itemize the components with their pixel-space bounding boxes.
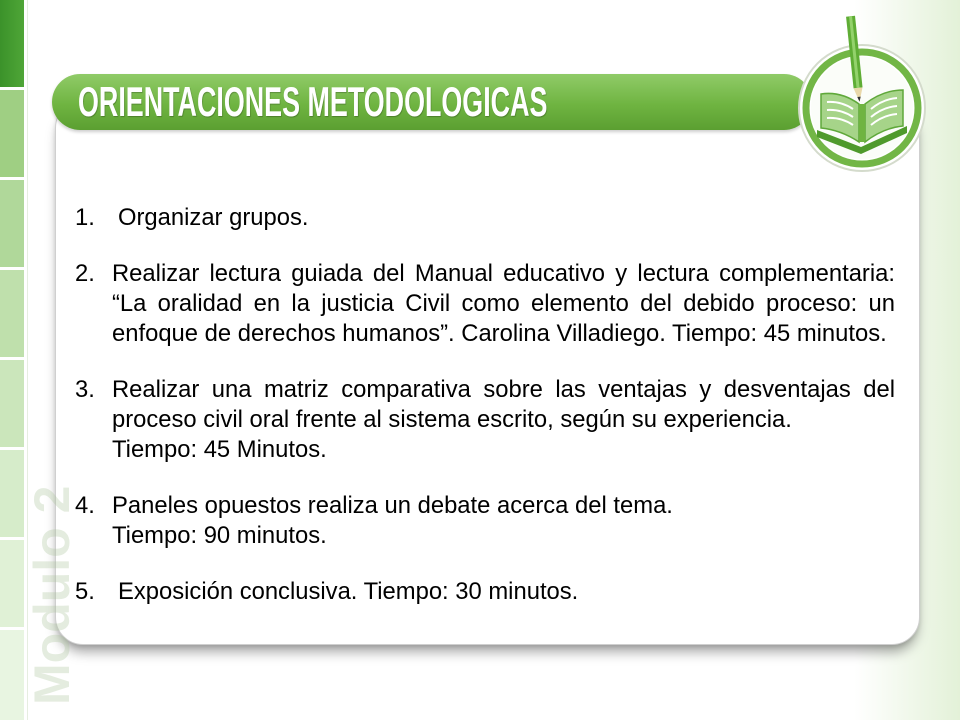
sidebar-segment [0,90,24,177]
module-watermark: Modulo 2 [24,485,80,705]
sidebar-divider [27,0,28,720]
sidebar-segment [0,360,24,447]
sidebar-segment [0,450,24,537]
list-item [75,577,895,607]
sidebar-segment [0,540,24,627]
list-item [75,375,895,465]
list-item-text: Realizar lectura guiada del Manual educativo y lectura complementaria: “La oralidad en la justicia Civil como elemento del debido proceso: un enfoque de derechos humanos”. Carolina Villadiego. Tiempo: 45 minutos. [112,260,895,347]
list-item-text: Exposición conclusiva. Tiempo: 30 minutos. [118,578,579,605]
list-item-number: 2. [75,260,95,287]
sidebar-segment [0,0,24,87]
list-item [75,259,895,349]
sidebar-segment [0,630,24,720]
list-item-time: Tiempo: 45 Minutos. [112,436,327,463]
list-item [75,491,895,551]
sidebar-segment [0,180,24,267]
list-item-number: 5. [75,578,95,605]
list-item-text: Organizar grupos. [118,204,309,231]
list-item-number: 1. [75,204,95,231]
book-pencil-icon [795,14,930,182]
list-item-number: 3. [75,376,95,403]
sidebar-segment [0,270,24,357]
slide-title: ORIENTACIONES METODOLOGICAS [78,78,548,125]
left-sidebar-strip [0,0,24,720]
title-bar [52,74,812,130]
list-item-text: Realizar una matriz comparativa sobre las ventajas y desventajas del proceso civil oral frente al sistema escrito, según su experiencia. [112,376,895,433]
list-item-time: Tiempo: 90 minutos. [112,522,327,549]
methodology-list [75,203,895,633]
list-item [75,203,895,233]
list-item-text: Paneles opuestos realiza un debate acerca del tema. [112,492,673,519]
list-item-number: 4. [75,492,95,519]
